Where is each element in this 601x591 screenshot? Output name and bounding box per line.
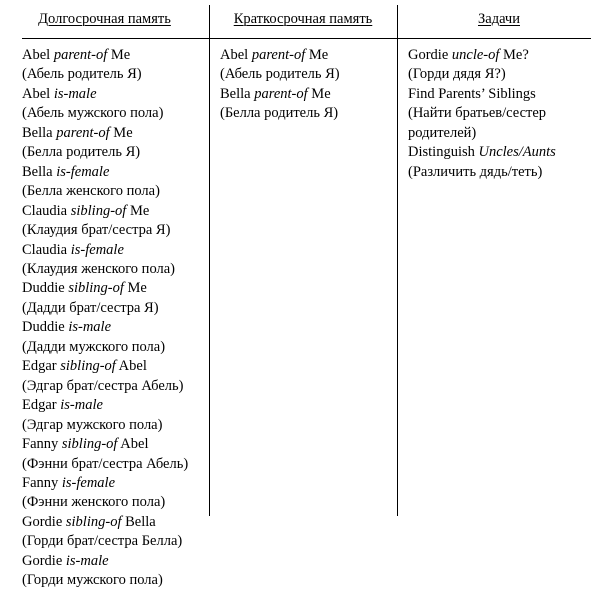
entry-object: Me xyxy=(110,47,131,63)
entry-gloss-ru: (Белла женского пола) xyxy=(22,183,160,200)
entry-predicate-en xyxy=(408,143,595,162)
table-header-row xyxy=(0,0,601,38)
entry-relation: sibling-of xyxy=(70,202,127,219)
entry-subject: Claudia xyxy=(22,202,68,219)
entry-gloss-ru: (Горди брат/сестра Белла) xyxy=(22,533,183,550)
entry-predicate-en xyxy=(22,357,203,376)
entry-subject: Abel xyxy=(22,85,51,102)
memory-entry xyxy=(22,357,203,396)
entry-relation: is-male xyxy=(60,397,103,414)
memory-entry xyxy=(22,124,203,163)
entry-subject: Bella xyxy=(220,85,251,102)
entry-subject: Edgar xyxy=(22,397,57,414)
memory-entry xyxy=(22,474,203,513)
entry-subject: Duddie xyxy=(22,319,65,336)
entry-gloss-ru: (Горди мужского пола) xyxy=(22,572,163,589)
entry-gloss-ru: (Дадди брат/сестра Я) xyxy=(22,299,159,316)
memory-entry xyxy=(22,318,203,357)
entry-subject: Fanny xyxy=(22,474,59,491)
entry-subject: Bella xyxy=(22,163,53,180)
entry-gloss-ru: (Клаудия женского пола) xyxy=(22,260,176,277)
entry-object: Me xyxy=(311,85,331,102)
memory-entry xyxy=(408,46,595,85)
entry-relation: sibling-of xyxy=(65,513,122,530)
memory-entry xyxy=(22,46,203,85)
entry-predicate-en xyxy=(22,474,203,493)
entry-gloss-ru: (Различить дядь/теть) xyxy=(408,163,543,180)
entry-subject: Fanny xyxy=(22,436,59,453)
entry-subject: Distinguish xyxy=(408,144,475,161)
entry-subject: Gordie xyxy=(22,513,63,530)
entry-predicate-en xyxy=(22,241,203,260)
memory-entry xyxy=(22,202,203,241)
entry-predicate-en xyxy=(22,396,203,415)
entry-relation: Uncles/Aunts xyxy=(478,144,556,161)
entry-relation: parent-of xyxy=(56,124,110,141)
entry-gloss-ru: (Фэнни брат/сестра Абель) xyxy=(22,455,189,472)
entry-gloss-ru: (Абель родитель Я) xyxy=(220,66,340,83)
column-header-long-term-memory xyxy=(0,10,209,29)
column-header-label: Задачи xyxy=(478,11,520,27)
entry-subject: Edgar xyxy=(22,358,57,375)
entry-relation: parent-of xyxy=(254,85,308,102)
entry-predicate-en xyxy=(220,85,391,104)
entry-gloss-ru: (Клаудия брат/сестра Я) xyxy=(22,222,171,239)
entry-relation: is-female xyxy=(70,241,124,258)
entry-gloss-ru: (Эдгар брат/сестра Абель) xyxy=(22,377,184,394)
column-header-tasks xyxy=(397,10,601,29)
entry-relation: is-male xyxy=(65,552,109,569)
memory-entry xyxy=(408,143,595,182)
entry-gloss-ru: (Фэнни женского пола) xyxy=(22,494,166,511)
entry-gloss-ru: (Абель родитель Я) xyxy=(22,66,142,83)
memory-entry xyxy=(22,513,203,552)
entry-gloss-ru: (Найти братьев/сестер родителей) xyxy=(408,105,547,141)
entry-relation: sibling-of xyxy=(68,280,124,297)
entry-object: Abel xyxy=(120,436,149,453)
entry-predicate-en xyxy=(408,46,595,65)
entry-predicate-en xyxy=(22,279,203,298)
entry-predicate-en xyxy=(22,202,203,221)
entry-subject: Find xyxy=(408,85,435,102)
table-body-row xyxy=(0,38,601,589)
memory-entry xyxy=(22,241,203,280)
column-body-long-term-memory xyxy=(0,38,209,591)
entry-predicate-en xyxy=(22,46,203,65)
entry-object: Me xyxy=(113,124,133,141)
memory-entry xyxy=(220,85,391,124)
entry-subject: Abel xyxy=(220,47,249,63)
entry-object: Abel xyxy=(118,358,147,375)
entry-object: Me xyxy=(308,47,329,63)
entry-gloss-ru: (Дадди мужского пола) xyxy=(22,338,166,355)
entry-object: Parents’ Siblings xyxy=(438,85,536,102)
entry-relation: is-male xyxy=(53,85,97,102)
memory-entry xyxy=(22,552,203,591)
column-header-short-term-memory xyxy=(209,10,397,29)
entry-subject: Claudia xyxy=(22,241,68,258)
memory-entry xyxy=(220,46,391,85)
entry-object: Me xyxy=(129,202,150,219)
column-header-label: Краткосрочная память xyxy=(233,11,373,27)
entry-subject: Duddie xyxy=(22,280,65,297)
memory-entry xyxy=(22,163,203,202)
entry-object: Bella xyxy=(125,513,156,530)
entry-predicate-en xyxy=(408,85,595,104)
memory-entry xyxy=(22,396,203,435)
entry-relation: is-female xyxy=(61,474,116,491)
entry-predicate-en xyxy=(22,163,203,182)
entry-predicate-en xyxy=(220,46,391,65)
entry-subject: Gordie xyxy=(22,552,63,569)
memory-entry xyxy=(22,85,203,124)
column-body-tasks xyxy=(397,38,601,182)
entry-relation: parent-of xyxy=(53,47,108,63)
entry-object: Me? xyxy=(503,47,529,63)
entry-gloss-ru: (Абель мужского пола) xyxy=(22,105,164,122)
entry-predicate-en xyxy=(22,124,203,143)
entry-gloss-ru: (Горди дядя Я?) xyxy=(408,66,506,83)
entry-subject: Abel xyxy=(22,47,51,63)
column-body-short-term-memory xyxy=(209,38,397,124)
column-header-label: Долгосрочная память xyxy=(38,11,171,27)
entry-predicate-en xyxy=(22,85,203,104)
entry-relation: parent-of xyxy=(251,47,306,63)
memory-entry xyxy=(22,435,203,474)
entry-relation: uncle-of xyxy=(451,47,500,63)
entry-relation: is-male xyxy=(68,319,111,336)
entry-predicate-en xyxy=(22,435,203,454)
entry-gloss-ru: (Белла родитель Я) xyxy=(220,105,339,122)
memory-entry xyxy=(408,85,595,143)
entry-subject: Gordie xyxy=(408,47,449,63)
entry-predicate-en xyxy=(22,552,203,571)
memory-entry xyxy=(22,279,203,318)
entry-relation: sibling-of xyxy=(60,358,116,375)
entry-gloss-ru: (Белла родитель Я) xyxy=(22,144,141,161)
entry-relation: sibling-of xyxy=(61,436,118,453)
entry-subject: Bella xyxy=(22,124,53,141)
entry-relation: is-female xyxy=(56,163,110,180)
entry-gloss-ru: (Эдгар мужского пола) xyxy=(22,416,163,433)
entry-predicate-en xyxy=(22,318,203,337)
entry-object: Me xyxy=(127,280,147,297)
